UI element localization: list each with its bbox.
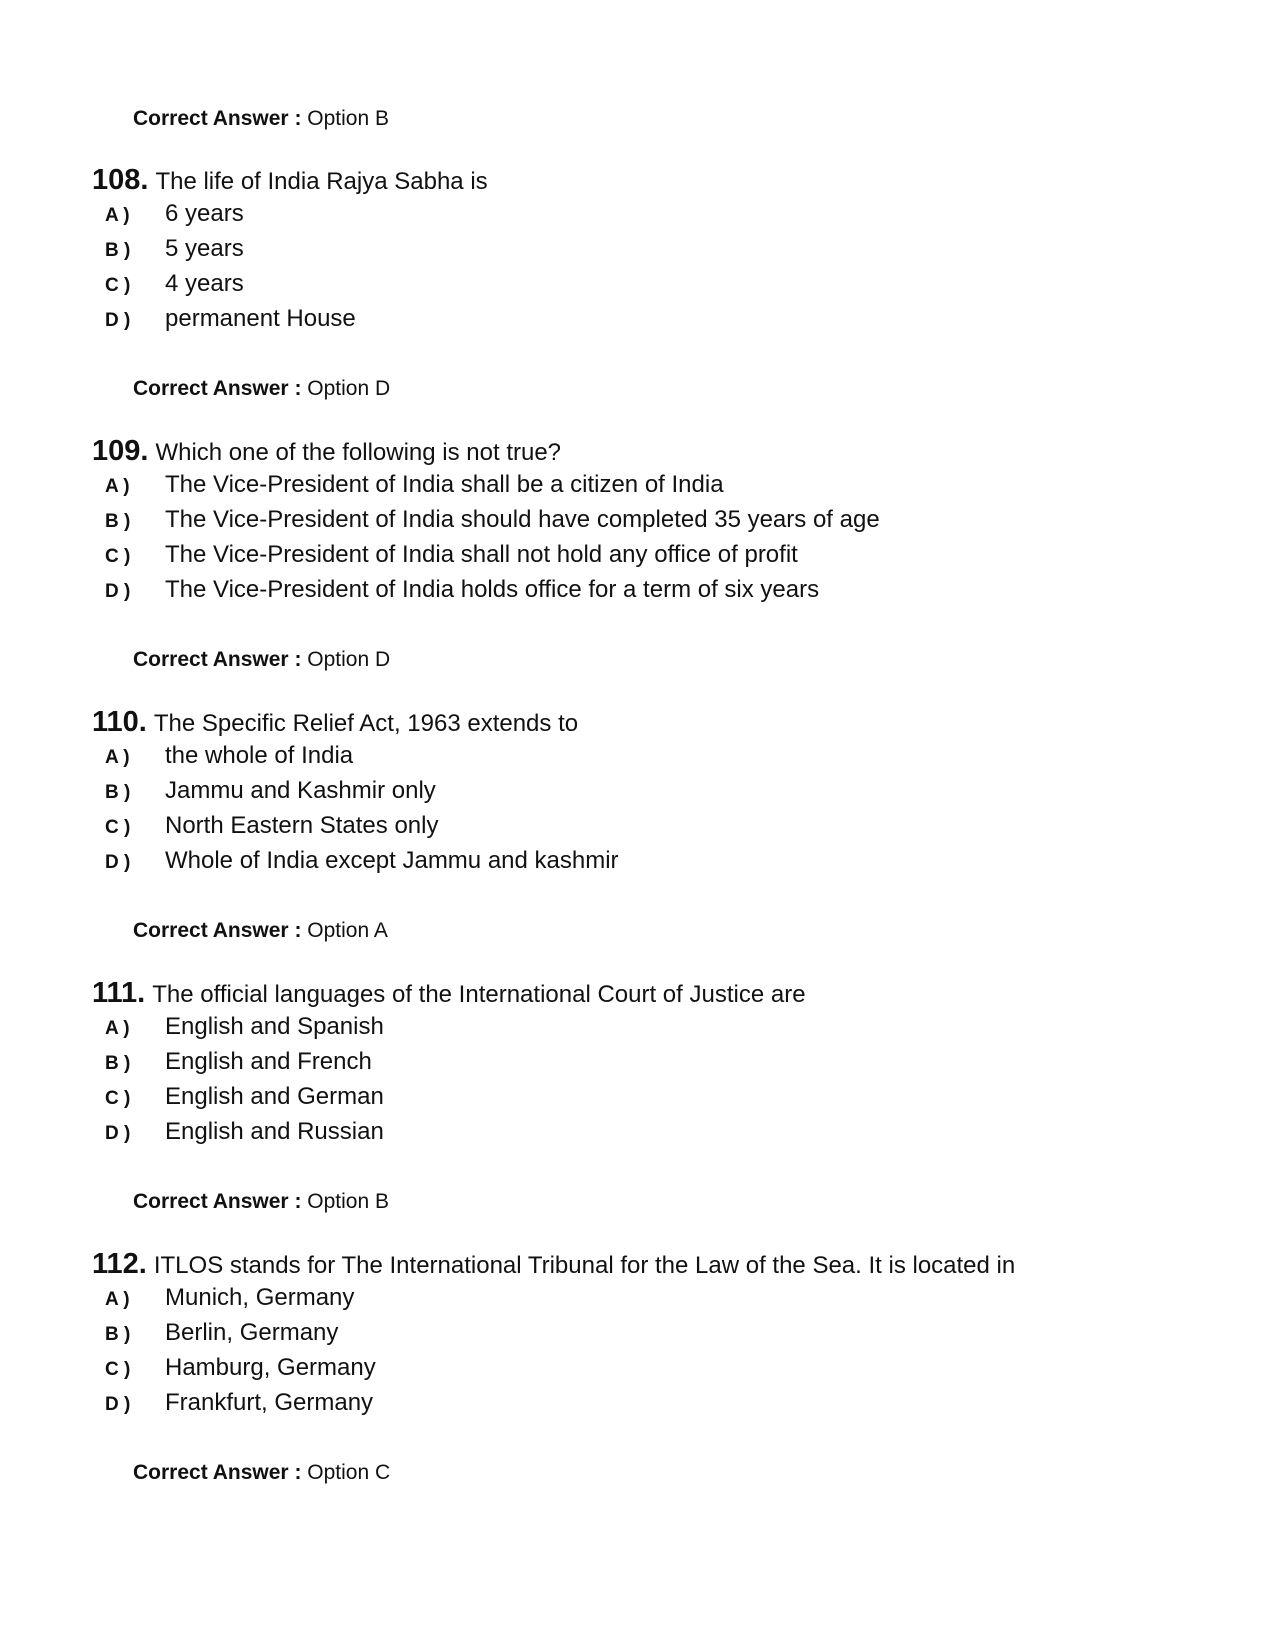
option-c xyxy=(92,1083,1242,1118)
option-label: C ) xyxy=(105,1088,131,1109)
option-d xyxy=(92,1389,1242,1424)
option-a xyxy=(92,1013,1242,1048)
correct-answer-top xyxy=(133,106,389,132)
option-text: the whole of India xyxy=(165,742,354,769)
correct-answer-value: Option C xyxy=(307,1461,391,1484)
option-d xyxy=(92,576,1242,611)
correct-answer-label: Correct Answer : xyxy=(133,1190,302,1213)
option-a xyxy=(92,1284,1242,1319)
option-label: A ) xyxy=(105,205,130,226)
option-label: D ) xyxy=(105,310,131,331)
option-a xyxy=(92,471,1242,506)
correct-answer-109 xyxy=(133,647,390,673)
option-b xyxy=(92,1048,1242,1083)
question-number: 110. xyxy=(92,706,147,738)
question-112 xyxy=(92,1248,1242,1424)
option-label: D ) xyxy=(105,1394,131,1415)
correct-answer-label: Correct Answer : xyxy=(133,919,302,942)
option-d xyxy=(92,1118,1242,1153)
option-label: B ) xyxy=(105,782,131,803)
option-a xyxy=(92,200,1242,235)
question-line xyxy=(92,706,1242,742)
question-text: The Specific Relief Act, 1963 extends to xyxy=(153,710,579,737)
option-text: Jammu and Kashmir only xyxy=(165,777,436,804)
question-number: 109. xyxy=(92,435,149,467)
option-a xyxy=(92,742,1242,777)
option-label: D ) xyxy=(105,852,131,873)
option-text: The Vice-President of India holds office for a term of six years xyxy=(165,576,820,603)
question-111 xyxy=(92,977,1242,1153)
correct-answer-108 xyxy=(133,376,390,402)
correct-answer-label: Correct Answer : xyxy=(133,648,302,671)
correct-answer-label: Correct Answer : xyxy=(133,377,302,400)
option-label: B ) xyxy=(105,240,131,261)
option-label: A ) xyxy=(105,476,130,497)
option-label: B ) xyxy=(105,1324,131,1345)
option-text: permanent House xyxy=(165,305,356,332)
option-b xyxy=(92,506,1242,541)
correct-answer-label: Correct Answer : xyxy=(133,107,302,130)
option-c xyxy=(92,270,1242,305)
correct-answer-value: Option D xyxy=(307,648,391,671)
option-text: The Vice-President of India shall not hold any office of profit xyxy=(165,541,798,568)
correct-answer-value: Option B xyxy=(307,107,389,130)
question-108 xyxy=(92,164,1242,340)
question-line xyxy=(92,164,1242,200)
question-text: ITLOS stands for The International Tribunal for the Law of the Sea. It is located in xyxy=(153,1252,1016,1279)
option-text: Berlin, Germany xyxy=(165,1319,339,1346)
question-text: Which one of the following is not true? xyxy=(155,439,562,466)
option-text: 5 years xyxy=(165,235,244,262)
option-label: A ) xyxy=(105,747,130,768)
option-label: C ) xyxy=(105,275,131,296)
option-label: D ) xyxy=(105,1123,131,1144)
option-c xyxy=(92,812,1242,847)
option-label: A ) xyxy=(105,1018,130,1039)
option-text: 6 years xyxy=(165,200,244,227)
correct-answer-110 xyxy=(133,918,388,944)
option-text: English and Russian xyxy=(165,1118,384,1145)
option-text: English and German xyxy=(165,1083,384,1110)
question-number: 111. xyxy=(92,977,146,1009)
option-d xyxy=(92,305,1242,340)
option-text: The Vice-President of India should have completed 35 years of age xyxy=(165,506,880,533)
question-text: The official languages of the International Court of Justice are xyxy=(152,981,806,1008)
option-c xyxy=(92,1354,1242,1389)
option-text: Munich, Germany xyxy=(165,1284,355,1311)
question-110 xyxy=(92,706,1242,882)
option-text: 4 years xyxy=(165,270,244,297)
option-text: English and French xyxy=(165,1048,372,1075)
question-number: 108. xyxy=(92,164,149,196)
question-109 xyxy=(92,435,1242,611)
option-text: English and Spanish xyxy=(165,1013,384,1040)
question-text: The life of India Rajya Sabha is xyxy=(155,168,488,195)
option-text: North Eastern States only xyxy=(165,812,439,839)
correct-answer-111 xyxy=(133,1189,389,1215)
option-b xyxy=(92,1319,1242,1354)
correct-answer-label: Correct Answer : xyxy=(133,1461,302,1484)
option-label: C ) xyxy=(105,546,131,567)
option-label: B ) xyxy=(105,1053,131,1074)
question-line xyxy=(92,435,1242,471)
correct-answer-value: Option A xyxy=(307,919,388,942)
correct-answer-value: Option D xyxy=(307,377,391,400)
question-line xyxy=(92,977,1242,1013)
option-text: The Vice-President of India shall be a citizen of India xyxy=(165,471,724,498)
option-label: C ) xyxy=(105,1359,131,1380)
option-text: Whole of India except Jammu and kashmir xyxy=(165,847,619,874)
option-label: B ) xyxy=(105,511,131,532)
option-text: Frankfurt, Germany xyxy=(165,1389,374,1416)
option-text: Hamburg, Germany xyxy=(165,1354,376,1381)
option-label: D ) xyxy=(105,581,131,602)
question-line xyxy=(92,1248,1242,1284)
question-number: 112. xyxy=(92,1248,147,1280)
option-b xyxy=(92,777,1242,812)
correct-answer-value: Option B xyxy=(307,1190,389,1213)
correct-answer-112 xyxy=(133,1460,390,1486)
option-d xyxy=(92,847,1242,882)
option-label: A ) xyxy=(105,1289,130,1310)
option-c xyxy=(92,541,1242,576)
option-label: C ) xyxy=(105,817,131,838)
option-b xyxy=(92,235,1242,270)
